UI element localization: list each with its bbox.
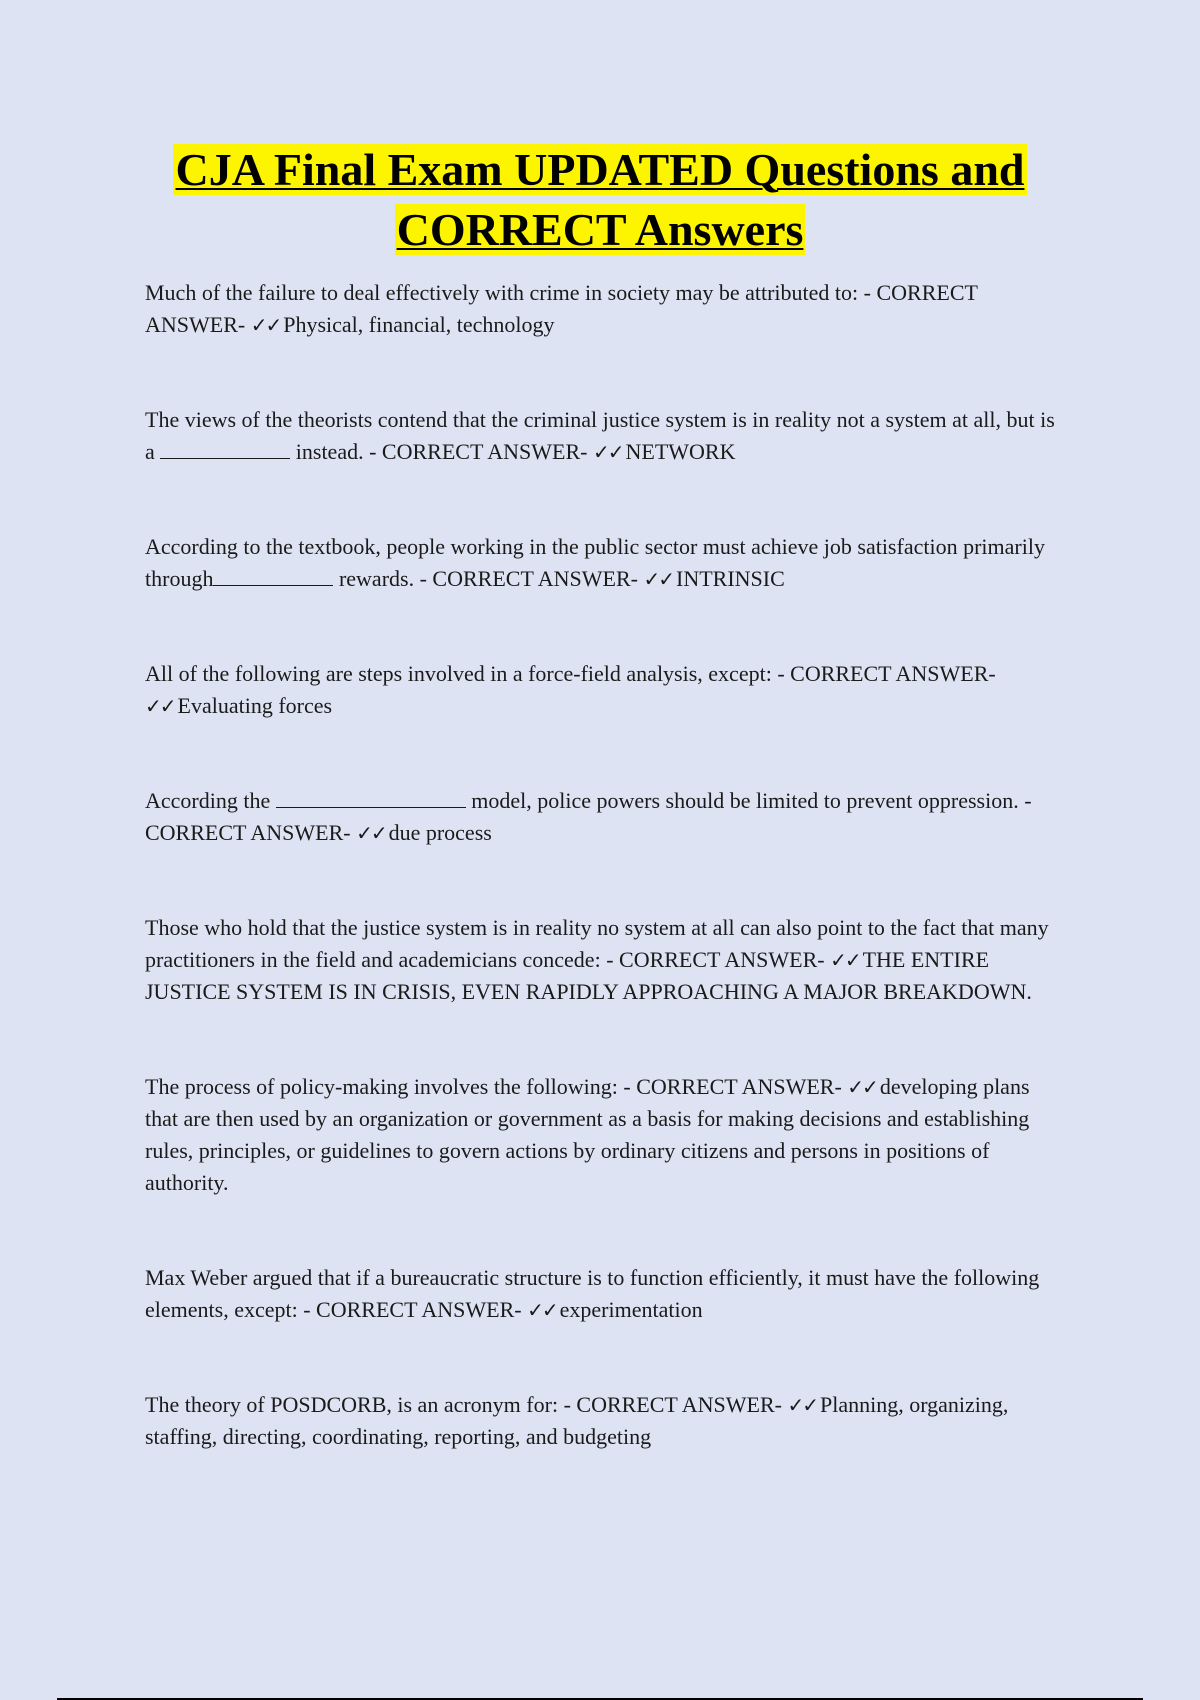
answer-text: NETWORK xyxy=(625,439,736,464)
question-text: According the xyxy=(145,788,271,813)
answer-text: Evaluating forces xyxy=(177,693,333,718)
check-mark-icon: ✓✓ xyxy=(787,1393,817,1417)
answer-prefix: - CORRECT ANSWER- xyxy=(777,661,996,686)
question-text: The theory of POSDCORB, is an acronym for: xyxy=(145,1392,559,1417)
answer-text: due process xyxy=(388,820,492,845)
question-text-continued: rewards. xyxy=(338,566,415,591)
check-mark-icon: ✓✓ xyxy=(592,440,623,464)
document-title xyxy=(100,140,1100,260)
answer-prefix: - CORRECT ANSWER- xyxy=(563,1392,782,1417)
question-text: The views of the theorists contend that the criminal justice system is in reality not a system at all, but is a xyxy=(145,407,1055,464)
qa-item xyxy=(145,658,1055,722)
qa-item xyxy=(145,404,1055,468)
title-line-2: CORRECT Answers xyxy=(396,204,804,255)
question-text: Those who hold that the justice system is in reality no system at all can also point to the fact that many practitioners in the field and academicians concede: xyxy=(145,915,1049,972)
answer-prefix: - CORRECT ANSWER- xyxy=(606,947,825,972)
qa-item xyxy=(145,1071,1055,1199)
qa-list xyxy=(145,277,1055,1516)
answer-prefix: - CORRECT ANSWER- xyxy=(145,280,978,337)
question-text: The process of policy-making involves the following: xyxy=(145,1074,618,1099)
answer-prefix: - CORRECT ANSWER- xyxy=(145,788,1032,845)
qa-item xyxy=(145,277,1055,341)
question-text: Max Weber argued that if a bureaucratic structure is to function efficiently, it must have the following elements, except: xyxy=(145,1265,1040,1322)
qa-item xyxy=(145,912,1055,1008)
check-mark-icon: ✓✓ xyxy=(250,313,281,337)
answer-text: INTRINSIC xyxy=(676,566,785,591)
qa-item xyxy=(145,785,1055,849)
answer-text: experimentation xyxy=(559,1297,703,1322)
check-mark-icon: ✓✓ xyxy=(643,567,673,591)
question-text-continued: model, police powers should be limited to prevent oppression. xyxy=(471,788,1019,813)
answer-prefix: - CORRECT ANSWER- xyxy=(419,566,638,591)
qa-item xyxy=(145,531,1055,595)
fill-in-blank xyxy=(160,440,290,459)
question-text-continued: instead. xyxy=(295,439,364,464)
check-mark-icon: ✓✓ xyxy=(145,694,175,718)
check-mark-icon: ✓✓ xyxy=(847,1075,877,1099)
check-mark-icon: ✓✓ xyxy=(830,948,860,972)
answer-prefix: - CORRECT ANSWER- xyxy=(303,1297,522,1322)
title-line-1: CJA Final Exam UPDATED Questions and xyxy=(175,144,1025,195)
question-text: Much of the failure to deal effectively with crime in society may be attributed to: xyxy=(145,280,859,305)
fill-in-blank xyxy=(213,567,333,586)
fill-in-blank xyxy=(276,789,466,808)
answer-text: Physical, financial, technology xyxy=(283,312,555,337)
answer-text: developing plans that are then used by an organization or government as a basis for making decisions and establishing rules, principles, or guidelines to govern actions by ordinary citizens and persons in positions of authority. xyxy=(145,1074,1030,1195)
question-text: All of the following are steps involved in a force-field analysis, except: xyxy=(145,661,772,686)
answer-prefix: - CORRECT ANSWER- xyxy=(623,1074,842,1099)
question-text: According to the textbook, people working in the public sector must achieve job satisfaction primarily through xyxy=(145,534,1045,591)
answer-text: THE ENTIRE JUSTICE SYSTEM IS IN CRISIS, EVEN RAPIDLY APPROACHING A MAJOR BREAKDOWN. xyxy=(145,947,1032,1004)
answer-text: Planning, organizing, staffing, directing, coordinating, reporting, and budgeting xyxy=(145,1392,1009,1449)
qa-item xyxy=(145,1389,1055,1453)
qa-item xyxy=(145,1262,1055,1326)
check-mark-icon: ✓✓ xyxy=(527,1298,557,1322)
answer-prefix: - CORRECT ANSWER- xyxy=(369,439,588,464)
check-mark-icon: ✓✓ xyxy=(356,821,386,845)
